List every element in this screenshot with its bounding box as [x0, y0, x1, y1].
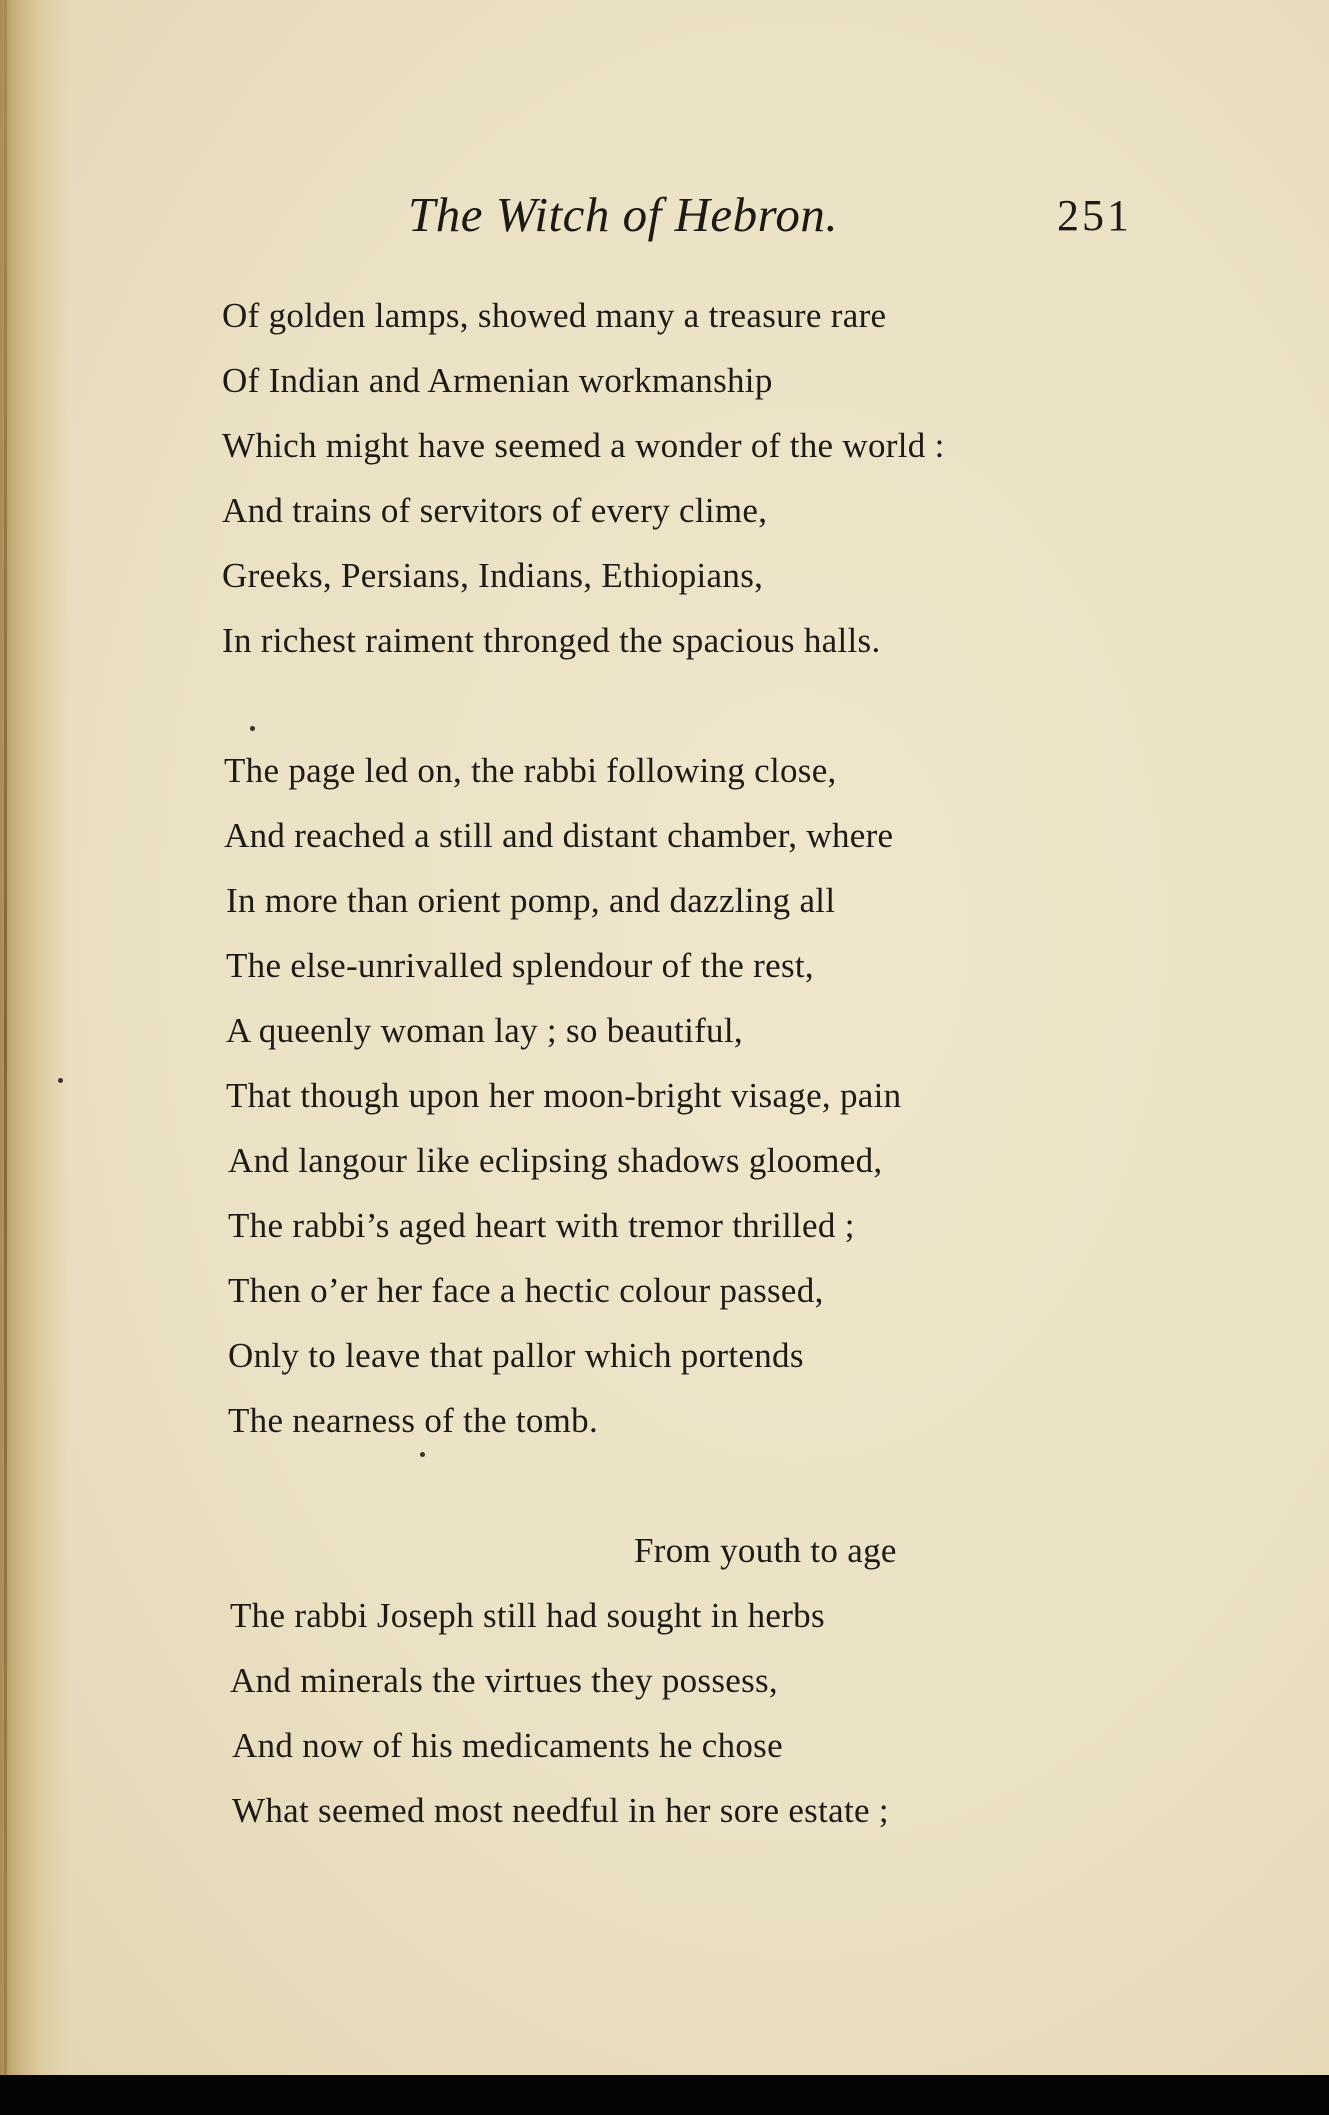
verse-line: In more than orient pomp, and dazzling all	[226, 881, 836, 920]
verse-line: And langour like eclipsing shadows gloomed,	[228, 1141, 883, 1180]
verse-line: Greeks, Persians, Indians, Ethiopians,	[222, 556, 764, 595]
verse-line: Then o’er her face a hectic colour passed,	[228, 1271, 824, 1310]
verse-line-indented: From youth to age	[634, 1531, 897, 1570]
ink-speck	[250, 726, 255, 731]
verse-line: That though upon her moon-bright visage, pain	[226, 1076, 902, 1115]
verse-line: Of Indian and Armenian workmanship	[222, 361, 773, 400]
verse-line: The else-unrivalled splendour of the rest,	[226, 946, 814, 985]
verse-line: In richest raiment thronged the spacious halls.	[222, 621, 881, 660]
verse-line: The rabbi Joseph still had sought in herbs	[230, 1596, 825, 1635]
verse-line: And minerals the virtues they possess,	[230, 1661, 778, 1700]
binding-edge	[4, 0, 7, 2075]
verse-line: And reached a still and distant chamber, where	[224, 816, 894, 855]
verse-line: The page led on, the rabbi following close,	[224, 751, 837, 790]
verse-line: What seemed most needful in her sore estate ;	[232, 1791, 889, 1830]
verse-line: Of golden lamps, showed many a treasure rare	[222, 296, 887, 335]
scan-bottom-border	[0, 2075, 1329, 2115]
verse-line: The rabbi’s aged heart with tremor thrilled ;	[228, 1206, 855, 1245]
page-gutter-shadow	[0, 0, 70, 2075]
verse-line: The nearness of the tomb.	[228, 1401, 599, 1440]
running-head	[0, 186, 1329, 246]
verse-line: And trains of servitors of every clime,	[222, 491, 768, 530]
verse-line: A queenly woman lay ; so beautiful,	[226, 1011, 743, 1050]
verse-line: Which might have seemed a wonder of the world :	[222, 426, 945, 465]
page-number: 251	[1057, 191, 1132, 240]
verse-line: And now of his medicaments he chose	[232, 1726, 783, 1765]
verse-line: Only to leave that pallor which portends	[228, 1336, 804, 1375]
ink-speck	[420, 1452, 425, 1457]
running-title: The Witch of Hebron.	[408, 187, 839, 242]
ink-speck	[58, 1078, 63, 1083]
